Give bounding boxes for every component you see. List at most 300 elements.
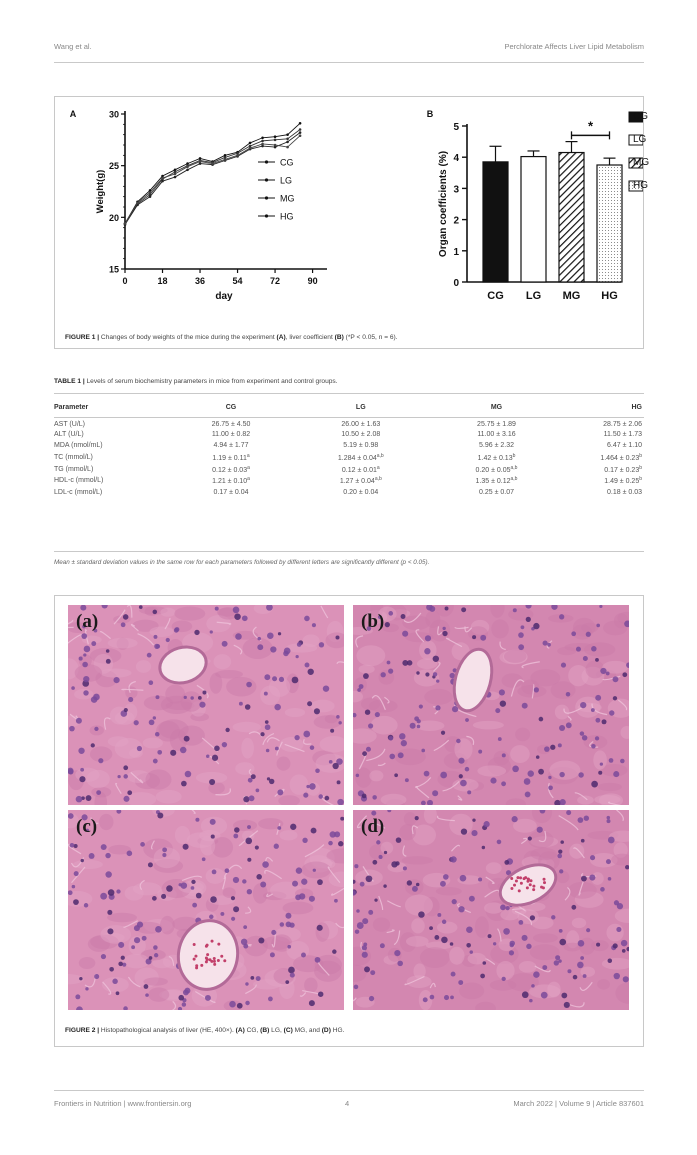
nucleus <box>245 1001 249 1005</box>
figure-1-caption-a: (A) <box>276 334 286 341</box>
blood-cell <box>193 958 196 961</box>
nucleus <box>528 837 532 841</box>
page-number: 4 <box>345 1099 350 1108</box>
nucleus <box>301 879 307 885</box>
figure-1-caption-mid: , liver coefficient <box>285 334 335 341</box>
nucleus <box>184 736 190 742</box>
nucleus <box>245 982 248 985</box>
nucleus <box>292 881 298 887</box>
nucleus <box>286 921 292 927</box>
nucleus <box>366 875 373 882</box>
y-tick-label: 0 <box>453 278 459 289</box>
nucleus <box>471 830 477 836</box>
nucleus <box>596 624 600 628</box>
nucleus <box>365 709 370 714</box>
nucleus <box>265 724 271 730</box>
nucleus <box>248 778 253 783</box>
nucleus <box>303 731 310 738</box>
nucleus <box>414 716 419 721</box>
cell-value: 1.42 ± 0.13 <box>477 455 513 463</box>
nucleus <box>622 949 626 953</box>
nucleus <box>285 913 291 919</box>
nucleus <box>249 795 255 801</box>
nucleus <box>441 731 445 735</box>
legend-marker-cg <box>265 160 268 163</box>
nucleus <box>501 781 506 786</box>
nucleus <box>602 719 607 724</box>
nucleus <box>522 703 528 709</box>
nucleus <box>117 775 120 778</box>
cytoplasm-patch <box>549 761 580 780</box>
nucleus <box>582 735 587 740</box>
nucleus <box>266 749 270 753</box>
cytoplasm-patch <box>593 750 607 769</box>
nucleus <box>591 708 595 712</box>
nucleus <box>162 853 166 857</box>
nucleus <box>436 679 439 682</box>
nucleus <box>566 692 571 697</box>
nucleus <box>247 858 251 862</box>
nucleus <box>161 894 166 899</box>
blood-cell <box>543 878 546 881</box>
table-footnote: Mean ± standard deviation values in the same row for each parameters followed by different letters are significantly different (p < 0.05). <box>54 559 430 566</box>
blood-cell <box>513 884 516 887</box>
nucleus <box>69 726 75 732</box>
nucleus <box>364 966 370 972</box>
nucleus <box>522 991 529 998</box>
value-cell <box>172 487 290 499</box>
category-label-cg: CG <box>487 290 504 302</box>
nucleus <box>419 704 423 708</box>
cell-value: 0.25 ± 0.07 <box>479 488 514 496</box>
nucleus <box>356 909 360 913</box>
cytoplasm-patch <box>86 770 109 788</box>
nucleus <box>231 917 235 921</box>
nucleus <box>401 740 407 746</box>
nucleus <box>459 774 463 778</box>
nucleus <box>325 796 330 801</box>
nucleus <box>123 796 129 802</box>
nucleus <box>530 915 535 920</box>
nucleus <box>245 838 252 845</box>
nucleus <box>243 925 247 929</box>
cytoplasm-patch <box>606 924 623 942</box>
cell-value: 11.00 ± 3.16 <box>477 430 516 438</box>
cell-value: 0.12 ± 0.03 <box>212 466 248 474</box>
nucleus <box>76 796 83 803</box>
cytoplasm-patch <box>436 887 462 895</box>
blood-cell <box>510 887 513 890</box>
nucleus <box>157 750 162 755</box>
nucleus <box>416 671 419 674</box>
nucleus <box>490 778 496 784</box>
nucleus <box>538 769 544 775</box>
figure-2-caption-b-text: LG, <box>269 1027 284 1034</box>
data-point-mg <box>149 195 152 198</box>
cell-value: ALT (U/L) <box>54 430 84 438</box>
nucleus <box>98 758 103 763</box>
nucleus <box>430 995 435 1000</box>
nucleus <box>402 631 408 637</box>
table-row <box>54 429 644 441</box>
nucleus <box>337 780 341 784</box>
nucleus <box>394 950 400 956</box>
nucleus <box>383 884 386 887</box>
blood-cell <box>223 959 226 962</box>
blood-cell <box>520 882 523 885</box>
nucleus <box>403 866 407 870</box>
cytoplasm-patch <box>108 638 138 649</box>
nucleus <box>437 913 441 917</box>
cytoplasm-patch <box>477 765 506 776</box>
nucleus <box>265 720 269 724</box>
cytoplasm-patch <box>73 860 103 869</box>
cytoplasm-patch <box>100 925 131 944</box>
nucleus <box>194 630 199 635</box>
significance-superscript: a <box>376 464 380 471</box>
nucleus <box>274 704 280 710</box>
nucleus <box>96 790 101 795</box>
cytoplasm-patch <box>502 673 524 687</box>
nucleus <box>557 854 562 859</box>
nucleus <box>564 1002 570 1008</box>
nucleus <box>443 874 449 880</box>
nucleus <box>424 648 430 654</box>
nucleus <box>264 674 270 680</box>
value-cell <box>172 452 290 464</box>
nucleus <box>233 607 240 614</box>
nucleus <box>399 733 405 739</box>
nucleus <box>233 834 238 839</box>
value-cell <box>172 463 290 475</box>
cytoplasm-patch <box>555 705 569 720</box>
nucleus <box>499 689 505 695</box>
nucleus <box>396 837 402 843</box>
nucleus <box>256 874 262 880</box>
nucleus <box>533 971 539 977</box>
cytoplasm-patch <box>235 762 254 775</box>
parameter-cell <box>54 417 172 429</box>
cytoplasm-patch <box>174 607 205 621</box>
nucleus <box>190 696 193 699</box>
nucleus <box>278 632 281 635</box>
nucleus <box>528 770 534 776</box>
nucleus <box>299 893 305 899</box>
cell-value: TG (mmol/L) <box>54 465 94 473</box>
significance-superscript: a,b <box>510 464 518 471</box>
nucleus <box>257 637 261 641</box>
y-tick-label: 20 <box>108 212 119 223</box>
nucleus <box>153 716 156 719</box>
blood-cell <box>529 883 532 886</box>
nucleus <box>74 844 78 848</box>
nucleus <box>262 861 269 868</box>
nucleus <box>418 911 424 917</box>
cytoplasm-patch <box>149 627 173 638</box>
nucleus <box>595 736 599 740</box>
nucleus <box>559 725 565 731</box>
nucleus <box>533 623 539 629</box>
cell-value: 1.21 ± 0.10 <box>212 478 248 486</box>
table-row <box>54 440 644 452</box>
nucleus <box>112 979 117 984</box>
nucleus <box>502 977 506 981</box>
data-point-hg <box>199 160 202 163</box>
cytoplasm-patch <box>369 770 383 781</box>
nucleus <box>297 642 302 647</box>
cytoplasm-patch <box>373 917 390 931</box>
nucleus <box>380 943 385 948</box>
nucleus <box>84 903 88 907</box>
cytoplasm-patch <box>161 696 192 714</box>
y-axis-label: Weight(g) <box>95 169 106 214</box>
nucleus <box>310 745 314 749</box>
y-tick-label: 5 <box>453 122 459 133</box>
cytoplasm-patch <box>99 814 113 830</box>
nucleus <box>83 676 89 682</box>
nucleus <box>559 614 564 619</box>
nucleus <box>609 710 614 715</box>
nucleus <box>423 997 428 1002</box>
nucleus <box>502 753 506 757</box>
legend-label-lg: LG <box>633 134 647 145</box>
nucleus <box>591 781 598 788</box>
nucleus <box>83 690 88 695</box>
y-tick-label: 3 <box>453 184 459 196</box>
legend-label-hg: HG <box>633 180 648 191</box>
significance-superscript: a,b <box>374 476 382 483</box>
nucleus <box>526 944 531 949</box>
nucleus <box>591 646 597 652</box>
cytoplasm-patch <box>125 687 137 699</box>
value-cell <box>172 429 290 441</box>
nucleus <box>578 817 584 823</box>
cytoplasm-patch <box>504 650 527 663</box>
cytoplasm-patch <box>577 796 594 805</box>
nucleus <box>480 974 485 979</box>
nucleus <box>245 704 251 710</box>
significance-superscript: a,b <box>376 453 384 460</box>
nucleus <box>394 773 398 777</box>
data-point-hg <box>224 158 227 161</box>
blood-cell <box>532 885 535 888</box>
nucleus <box>127 790 132 795</box>
nucleus <box>536 755 540 759</box>
nucleus <box>566 722 572 728</box>
panel-a-label: A <box>69 109 77 119</box>
nucleus <box>202 691 206 695</box>
nucleus <box>385 622 390 627</box>
nucleus <box>128 697 133 702</box>
value-cell <box>290 487 432 499</box>
parameter-cell <box>54 463 172 475</box>
nucleus <box>247 825 251 829</box>
nucleus <box>518 644 524 650</box>
cytoplasm-patch <box>449 947 464 965</box>
nucleus <box>301 953 306 958</box>
nucleus <box>74 871 79 876</box>
legend-label-hg: HG <box>280 211 294 222</box>
nucleus <box>179 883 182 886</box>
nucleus <box>407 880 412 885</box>
figure-1-caption-b: (B) <box>334 334 344 341</box>
nucleus <box>472 635 476 639</box>
nucleus <box>116 889 120 893</box>
column-header: Parameter <box>54 398 172 417</box>
nucleus <box>294 735 299 740</box>
nucleus <box>209 779 215 785</box>
nucleus <box>542 965 547 970</box>
nucleus <box>256 789 260 793</box>
nucleus <box>460 780 467 787</box>
nucleus <box>482 961 486 965</box>
nucleus <box>458 906 464 912</box>
nucleus <box>433 672 437 676</box>
nucleus <box>555 955 560 960</box>
nucleus <box>440 772 447 779</box>
nucleus <box>68 890 73 895</box>
significance-superscript: a <box>246 453 250 460</box>
nucleus <box>290 973 295 978</box>
nucleus <box>456 739 460 743</box>
cell-value: 28.75 ± 2.06 <box>603 421 642 429</box>
cytoplasm-patch <box>424 689 452 705</box>
cytoplasm-patch <box>494 751 510 765</box>
nucleus <box>417 725 421 729</box>
data-point-hg <box>274 144 277 147</box>
nucleus <box>107 910 112 915</box>
nucleus <box>371 811 376 816</box>
data-point-lg <box>261 140 264 143</box>
nucleus <box>303 793 308 798</box>
nucleus <box>623 976 629 982</box>
nucleus <box>405 778 409 782</box>
nucleus <box>105 871 111 877</box>
y-tick-label: 15 <box>108 264 119 275</box>
nucleus <box>154 635 158 639</box>
cytoplasm-patch <box>412 825 436 846</box>
nucleus <box>127 851 133 857</box>
nucleus <box>608 877 612 881</box>
footer-citation: March 2022 | Volume 9 | Article 837601 <box>513 1099 644 1108</box>
nucleus <box>561 662 566 667</box>
blood-cell <box>526 886 529 889</box>
nucleus <box>595 695 601 701</box>
data-point-hg <box>186 165 189 168</box>
nucleus <box>452 706 458 712</box>
nucleus <box>302 838 307 843</box>
value-cell <box>432 475 562 487</box>
nucleus <box>410 723 416 729</box>
figure-2 <box>54 595 644 1047</box>
nucleus <box>81 859 84 862</box>
figure-1-caption <box>65 333 398 342</box>
nucleus <box>183 844 189 850</box>
nucleus <box>154 953 158 957</box>
cytoplasm-patch <box>597 979 610 989</box>
value-cell <box>561 463 644 475</box>
cytoplasm-patch <box>528 831 554 848</box>
data-point-hg <box>136 202 139 205</box>
cytoplasm-patch <box>148 987 169 1001</box>
significance-asterisk: * <box>587 118 594 134</box>
cytoplasm-patch <box>262 936 290 950</box>
nucleus <box>250 976 254 980</box>
cell-value: 0.20 ± 0.05 <box>475 466 511 474</box>
nucleus <box>314 708 320 714</box>
cell-value: 1.49 ± 0.25 <box>604 478 640 486</box>
nucleus <box>458 980 463 985</box>
nucleus <box>81 633 87 639</box>
nucleus <box>82 662 88 668</box>
cell-value: 26.00 ± 1.63 <box>341 421 381 429</box>
nucleus <box>318 794 323 799</box>
nucleus <box>482 846 485 849</box>
bar-cg <box>483 162 508 282</box>
blood-cell <box>543 881 546 884</box>
nucleus <box>330 729 334 733</box>
nucleus <box>558 743 562 747</box>
nucleus <box>500 700 506 706</box>
blood-cell <box>200 964 203 967</box>
nucleus <box>366 747 371 752</box>
nucleus <box>415 816 419 820</box>
blood-cell <box>213 963 216 966</box>
nucleus <box>595 658 599 662</box>
value-cell <box>561 452 644 464</box>
cytoplasm-patch <box>355 767 372 787</box>
legend-label-cg: CG <box>633 111 648 122</box>
nucleus <box>328 841 333 846</box>
figure-2-caption-text: Histopathological analysis of liver (HE, 400×). <box>99 1027 236 1034</box>
significance-superscript: a <box>247 464 250 471</box>
significance-superscript: b <box>639 453 642 460</box>
nucleus <box>560 799 566 805</box>
nucleus <box>368 723 373 728</box>
cell-value: 0.17 ± 0.04 <box>213 488 249 496</box>
nucleus <box>242 615 248 621</box>
nucleus <box>109 967 114 972</box>
nucleus <box>512 816 518 822</box>
nucleus <box>372 860 377 865</box>
nucleus <box>256 976 261 981</box>
nucleus <box>429 926 433 930</box>
nucleus <box>596 943 600 947</box>
cell-value: 11.00 ± 0.82 <box>211 430 251 438</box>
nucleus <box>567 969 571 973</box>
nucleus <box>231 896 235 900</box>
nucleus <box>210 630 213 633</box>
nucleus <box>153 945 158 950</box>
nucleus <box>589 874 595 880</box>
cytoplasm-patch <box>279 830 297 840</box>
nucleus <box>121 956 125 960</box>
nucleus <box>559 929 563 933</box>
nucleus <box>91 743 95 747</box>
nucleus <box>149 680 154 685</box>
nucleus <box>305 663 310 668</box>
cytoplasm-patch <box>277 757 291 771</box>
nucleus <box>509 950 514 955</box>
nucleus <box>441 937 448 944</box>
nucleus <box>362 945 367 950</box>
blood-cell <box>217 959 220 962</box>
blood-cell <box>194 955 197 958</box>
nucleus <box>398 752 404 758</box>
cytoplasm-patch <box>356 645 385 666</box>
value-cell <box>561 475 644 487</box>
nucleus <box>607 816 611 820</box>
